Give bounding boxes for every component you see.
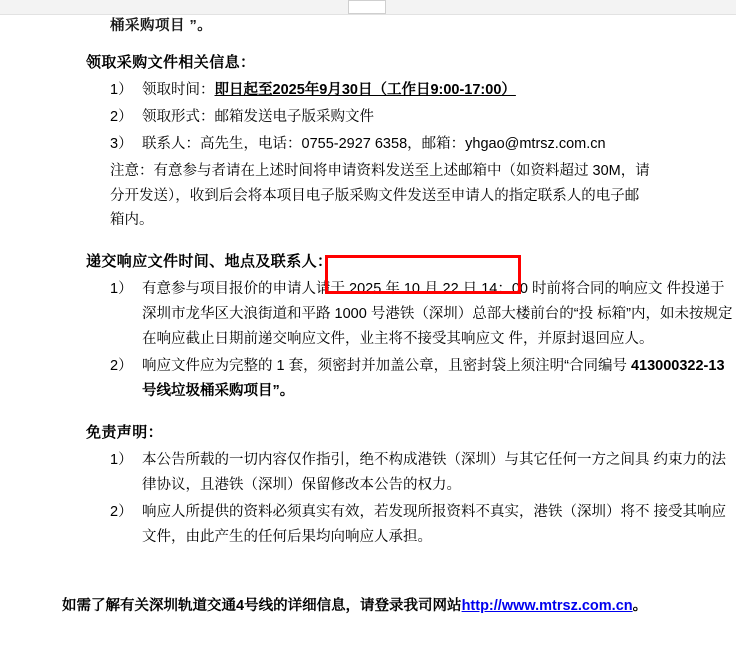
list-item-number: 1） (110, 281, 133, 298)
list-item-line: 413000322-13 号线垃圾桶采购项目”。 (142, 358, 725, 399)
submission-list (0, 277, 736, 404)
list-item (0, 105, 736, 130)
note-line: 箱内。 (110, 212, 154, 229)
footer-suffix: 。 (632, 598, 648, 614)
list-item (0, 132, 736, 157)
list-item-number: 2） (110, 358, 133, 375)
note-line: 分开发送），收到后会将本项目电子版采购文件发送至申请人的指定联系人的电子邮 (110, 187, 640, 204)
list-item (0, 500, 736, 550)
list-item-line: 响应文件应为完整的 1 套，须密封并加盖公章，且密封袋上须注明“合同编号 (142, 358, 627, 375)
list-item-line: 件，并原封退回应人。 (508, 331, 654, 348)
document-footer (0, 594, 736, 615)
cut-off-text-line: 桶采购项目 ”。 (110, 18, 213, 34)
note-line: 注意：有意参与者请在上述时间将申请资料发送至上述邮箱中（如资料超过 30M，请 (110, 162, 650, 179)
list-item (0, 448, 736, 498)
list-item-value: 即日起至2025年9月30日（工作日9:00-17:00） (214, 81, 516, 98)
section-heading-disclaimer: 免责声明： (86, 423, 164, 441)
list-item-line: 件投递于深圳市龙华区大浪街道和平路 1000 号港铁（深圳）总部大楼前台的“投 (142, 281, 725, 323)
footer-prefix: 如需了解有关深圳轨道交通4号线的详细信息，请登录我司网站 (62, 598, 462, 614)
list-item-value: 高先生，电话：0755-2927 6358，邮箱：yhgao@mtrsz.com.cn (200, 135, 606, 152)
list-item-line: 标箱”内，如未按规定在响应截止日期前递交响应文件，业主将不接受其响应文 (142, 306, 733, 348)
disclaimer-list (0, 448, 736, 550)
section-heading-submission: 递交响应文件时间、地点及联系人： (86, 253, 333, 271)
list-item-label: 联系人： (142, 135, 200, 152)
list-item-number: 1） (110, 81, 133, 98)
document-body (0, 14, 736, 551)
list-item-number: 2） (110, 108, 133, 125)
list-item-value: 邮箱发送电子版采购文件 (214, 108, 374, 125)
list-item-label: 领取形式： (142, 108, 215, 125)
list-item (0, 354, 736, 404)
list-item-line: 本公告所载的一切内容仅作指引，绝不构成港铁（深圳）与其它任何一方之间具 (142, 451, 650, 468)
list-item (0, 277, 736, 352)
list-item-number: 1） (110, 451, 133, 468)
list-item-number: 3） (110, 135, 133, 152)
list-item-number: 2） (110, 503, 133, 520)
pickup-info-list (0, 78, 736, 157)
company-website-link[interactable]: http://www.mtrsz.com.cn (461, 598, 633, 614)
page-top-input-box[interactable] (348, 0, 386, 14)
list-item-line: 接受其响应文件，由此产生的任何后果均向响应人承担。 (142, 503, 727, 545)
list-item (0, 78, 736, 103)
list-item-line: 响应人所提供的资料必须真实有效，若发现所报资料不真实，港铁（深圳）将不 (142, 503, 650, 520)
section-heading-pickup: 领取采购文件相关信息： (86, 54, 256, 71)
list-item-line: 约束力的法律协议，且港铁（深圳）保留修改本公告的权力。 (142, 451, 727, 493)
pickup-note (0, 159, 736, 234)
list-item-label: 领取时间： (142, 81, 215, 98)
list-item-line: 有意参与项目报价的申请人请于 2025 年 10 月 22 日 14：00 时前将合同的响应文 (142, 281, 663, 298)
